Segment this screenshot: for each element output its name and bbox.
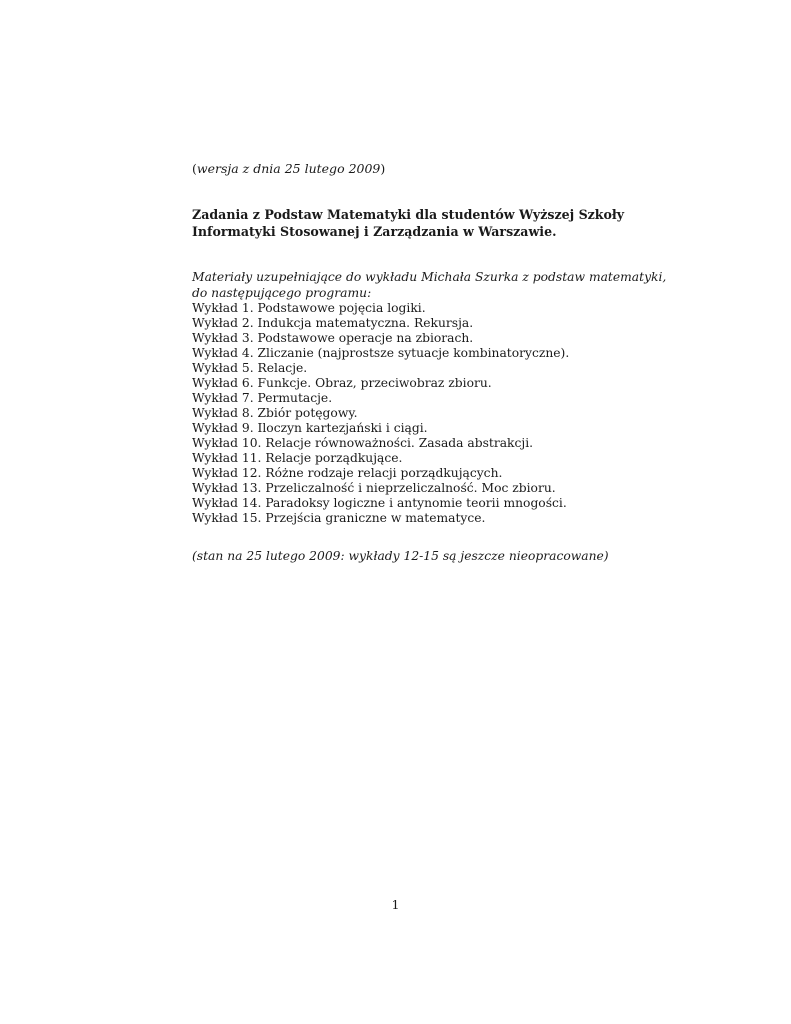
lecture-item: Wykład 5. Relacje. — [192, 361, 308, 375]
lecture-item: Wykład 8. Zbiór potęgowy. — [192, 406, 358, 420]
title-line-2: Informatyki Stosowanej i Zarządzania w Warszawie. — [192, 224, 557, 239]
lecture-item: Wykład 6. Funkcje. Obraz, przeciwobraz zbioru. — [192, 376, 492, 390]
lecture-item: Wykład 7. Permutacje. — [192, 391, 333, 405]
intro-text — [192, 270, 667, 301]
lecture-item: Wykład 14. Paradoksy logiczne i antynomie teorii mnogości. — [192, 496, 567, 510]
document-title — [192, 206, 632, 240]
title-line-1: Zadania z Podstaw Matematyki dla studentów Wyższej Szkoły — [192, 207, 625, 222]
lecture-item: Wykład 13. Przeliczalność i nieprzeliczalność. Moc zbioru. — [192, 481, 556, 495]
lecture-item: Wykład 2. Indukcja matematyczna. Rekursja. — [192, 316, 474, 330]
version-text: wersja z dnia 25 lutego 2009 — [196, 161, 381, 176]
lecture-list — [192, 301, 569, 526]
lecture-item: Wykład 10. Relacje równoważności. Zasada abstrakcji. — [192, 436, 534, 450]
intro-line-2: do następującego programu: — [192, 285, 372, 300]
lecture-item: Wykład 9. Iloczyn kartezjański i ciągi. — [192, 421, 428, 435]
lecture-item: Wykład 3. Podstawowe operacje na zbiorach. — [192, 331, 474, 345]
version-note — [192, 161, 385, 177]
page-number: 1 — [391, 897, 400, 912]
lecture-item: Wykład 1. Podstawowe pojęcia logiki. — [192, 301, 426, 315]
status-note: (stan na 25 lutego 2009: wykłady 12-15 są jeszcze nieopracowane) — [192, 549, 609, 563]
lecture-item: Wykład 11. Relacje porządkujące. — [192, 451, 403, 465]
lecture-item: Wykład 12. Różne rodzaje relacji porządkujących. — [192, 466, 503, 480]
version-close-paren: ) — [380, 161, 386, 176]
lecture-item: Wykład 15. Przejścia graniczne w matematyce. — [192, 511, 486, 525]
intro-line-1: Materiały uzupełniające do wykładu Michała Szurka z podstaw matematyki, — [192, 270, 667, 284]
version-open-paren: ( — [192, 161, 197, 176]
lecture-item: Wykład 4. Zliczanie (najprostsze sytuacje kombinatoryczne). — [192, 346, 570, 360]
